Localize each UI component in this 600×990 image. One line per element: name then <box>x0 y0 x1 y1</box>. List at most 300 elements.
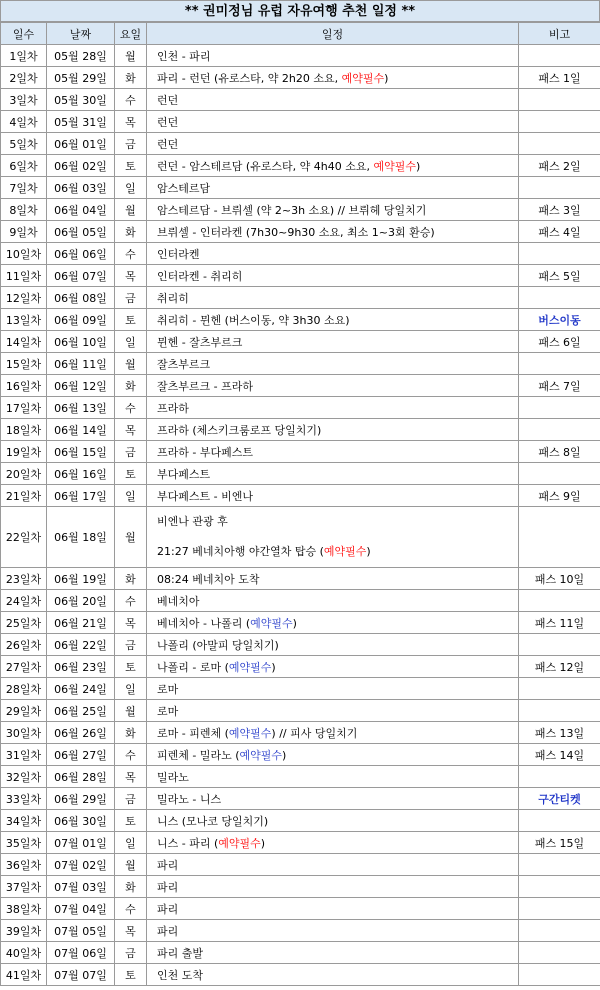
weekday-cell: 화 <box>115 568 147 590</box>
table-row <box>1 854 600 876</box>
date-cell: 06월 15일 <box>47 441 115 463</box>
day-cell: 8일차 <box>1 199 47 221</box>
note-cell <box>519 942 600 964</box>
day-cell: 19일차 <box>1 441 47 463</box>
weekday-cell: 토 <box>115 656 147 678</box>
schedule-text: 부다페스트 <box>157 467 211 481</box>
day-cell: 5일차 <box>1 133 47 155</box>
weekday-cell: 일 <box>115 177 147 199</box>
schedule-cell <box>147 898 519 920</box>
note-cell: 패스 12일 <box>519 656 600 678</box>
weekday-cell: 월 <box>115 700 147 722</box>
date-cell: 06월 03일 <box>47 177 115 199</box>
weekday-cell: 금 <box>115 942 147 964</box>
table-row <box>1 155 600 177</box>
header-weekday: 요일 <box>115 23 147 45</box>
date-cell: 07월 01일 <box>47 832 115 854</box>
weekday-cell: 수 <box>115 744 147 766</box>
schedule-cell <box>147 243 519 265</box>
note-cell <box>519 397 600 419</box>
table-row <box>1 634 600 656</box>
schedule-text: 런던 - 암스테르담 (유로스타, 약 4h40 소요, <box>157 159 374 173</box>
schedule-text: 로마 <box>157 682 179 696</box>
schedule-cell <box>147 678 519 700</box>
reservation-required-label: 예약필수 <box>218 836 261 850</box>
day-cell: 7일차 <box>1 177 47 199</box>
table-row <box>1 133 600 155</box>
table-row <box>1 964 600 986</box>
schedule-cell <box>147 331 519 353</box>
day-cell: 12일차 <box>1 287 47 309</box>
day-cell: 25일차 <box>1 612 47 634</box>
date-cell: 07월 04일 <box>47 898 115 920</box>
schedule-text: 잘츠부르크 <box>157 357 211 371</box>
schedule-cell <box>147 67 519 89</box>
date-cell: 06월 23일 <box>47 656 115 678</box>
note-cell <box>519 700 600 722</box>
schedule-text: 런던 <box>157 137 179 151</box>
day-cell: 11일차 <box>1 265 47 287</box>
schedule-cell <box>147 700 519 722</box>
weekday-cell: 일 <box>115 331 147 353</box>
schedule-text: 파리 <box>157 858 179 872</box>
day-cell: 3일차 <box>1 89 47 111</box>
schedule-text: 베네치아 - 나폴리 ( <box>157 616 251 630</box>
day-cell: 41일차 <box>1 964 47 986</box>
date-cell: 07월 07일 <box>47 964 115 986</box>
day-cell: 23일차 <box>1 568 47 590</box>
weekday-cell: 토 <box>115 463 147 485</box>
note-cell: 패스 4일 <box>519 221 600 243</box>
table-row <box>1 45 600 67</box>
date-cell: 05월 30일 <box>47 89 115 111</box>
note-cell <box>519 898 600 920</box>
schedule-text: ) <box>260 836 266 850</box>
note-cell <box>519 177 600 199</box>
weekday-cell: 목 <box>115 419 147 441</box>
schedule-cell <box>147 590 519 612</box>
schedule-text: 피렌체 - 밀라노 ( <box>157 748 240 762</box>
weekday-cell: 금 <box>115 788 147 810</box>
note-cell <box>519 419 600 441</box>
schedule-text: 나폴리 (아말피 당일치기) <box>157 638 279 652</box>
day-cell: 16일차 <box>1 375 47 397</box>
weekday-cell: 목 <box>115 265 147 287</box>
schedule-text: 취리히 - 뮌헨 (버스이동, 약 3h30 소요) <box>157 313 350 327</box>
schedule-cell <box>147 788 519 810</box>
day-cell: 18일차 <box>1 419 47 441</box>
schedule-text: 런던 <box>157 115 179 129</box>
day-cell: 21일차 <box>1 485 47 507</box>
schedule-cell <box>147 656 519 678</box>
schedule-text: 암스테르담 <box>157 181 211 195</box>
schedule-cell <box>147 876 519 898</box>
weekday-cell: 토 <box>115 810 147 832</box>
note-cell: 패스 13일 <box>519 722 600 744</box>
date-cell: 05월 31일 <box>47 111 115 133</box>
note-cell: 패스 1일 <box>519 67 600 89</box>
schedule-text: 인터라켄 - 취리히 <box>157 269 243 283</box>
itinerary-table <box>0 22 600 986</box>
schedule-text: 로마 - 피렌체 ( <box>157 726 229 740</box>
weekday-cell: 화 <box>115 722 147 744</box>
weekday-cell: 목 <box>115 612 147 634</box>
day-cell: 13일차 <box>1 309 47 331</box>
date-cell: 06월 04일 <box>47 199 115 221</box>
schedule-text: 비엔나 관광 후 <box>157 515 228 528</box>
schedule-text: ) // 피사 당일치기 <box>271 726 358 740</box>
schedule-cell <box>147 612 519 634</box>
weekday-cell: 토 <box>115 964 147 986</box>
table-row <box>1 744 600 766</box>
reservation-required-label: 예약필수 <box>228 726 272 740</box>
day-cell: 38일차 <box>1 898 47 920</box>
schedule-text: 로마 <box>157 704 179 718</box>
schedule-cell <box>147 199 519 221</box>
note-cell <box>519 810 600 832</box>
weekday-cell: 금 <box>115 287 147 309</box>
schedule-cell <box>147 832 519 854</box>
day-cell: 10일차 <box>1 243 47 265</box>
note-cell <box>519 243 600 265</box>
schedule-text: ) <box>282 748 287 762</box>
weekday-cell: 화 <box>115 67 147 89</box>
date-cell: 06월 29일 <box>47 788 115 810</box>
day-cell: 22일차 <box>1 507 47 568</box>
schedule-cell <box>147 155 519 177</box>
schedule-text: 파리 - 런던 (유로스타, 약 2h20 소요, <box>157 71 342 85</box>
day-cell: 33일차 <box>1 788 47 810</box>
schedule-cell <box>147 89 519 111</box>
weekday-cell: 목 <box>115 766 147 788</box>
table-row <box>1 920 600 942</box>
table-row <box>1 111 600 133</box>
table-row <box>1 722 600 744</box>
day-cell: 27일차 <box>1 656 47 678</box>
date-cell: 07월 06일 <box>47 942 115 964</box>
table-row <box>1 89 600 111</box>
weekday-cell: 금 <box>115 441 147 463</box>
schedule-text: 인천 도착 <box>157 968 204 982</box>
schedule-text: 부다페스트 - 비엔나 <box>157 489 253 503</box>
table-row <box>1 876 600 898</box>
header-note: 비고 <box>519 23 600 45</box>
date-cell: 07월 02일 <box>47 854 115 876</box>
schedule-text: 08:24 베네치아 도착 <box>157 572 260 586</box>
table-row <box>1 485 600 507</box>
schedule-text: ) <box>271 660 276 674</box>
schedule-cell <box>147 744 519 766</box>
schedule-text: 니스 - 파리 ( <box>157 836 219 850</box>
note-cell: 패스 14일 <box>519 744 600 766</box>
note-cell <box>519 634 600 656</box>
schedule-text: 파리 <box>157 902 179 916</box>
schedule-text: 프라하 - 부다페스트 <box>157 445 253 459</box>
note-cell: 패스 10일 <box>519 568 600 590</box>
date-cell: 07월 05일 <box>47 920 115 942</box>
table-body <box>1 45 600 986</box>
day-cell: 4일차 <box>1 111 47 133</box>
schedule-cell <box>147 964 519 986</box>
schedule-text: ) <box>415 159 421 173</box>
weekday-cell: 월 <box>115 854 147 876</box>
schedule-text: 프라하 <box>157 401 189 415</box>
weekday-cell: 수 <box>115 397 147 419</box>
date-cell: 06월 16일 <box>47 463 115 485</box>
note-cell <box>519 876 600 898</box>
day-cell: 35일차 <box>1 832 47 854</box>
schedule-cell <box>147 111 519 133</box>
schedule-text: 암스테르담 - 브뤼셀 (약 2~3h 소요) // 브뤼헤 당일치기 <box>157 203 427 217</box>
schedule-text: 브뤼셀 - 인터라켄 (7h30~9h30 소요, 최소 1~3회 환승) <box>157 225 435 239</box>
day-cell: 28일차 <box>1 678 47 700</box>
header-schedule: 일정 <box>147 23 519 45</box>
day-cell: 17일차 <box>1 397 47 419</box>
schedule-cell <box>147 177 519 199</box>
date-cell: 07월 03일 <box>47 876 115 898</box>
weekday-cell: 월 <box>115 199 147 221</box>
reservation-required-label: 예약필수 <box>341 71 385 85</box>
schedule-cell <box>147 397 519 419</box>
weekday-cell: 수 <box>115 590 147 612</box>
sheet-title: ** 권미정님 유럽 자유여행 추천 일정 ** <box>0 0 600 22</box>
weekday-cell: 금 <box>115 634 147 656</box>
schedule-text: 인천 - 파리 <box>157 49 211 63</box>
note-cell <box>519 353 600 375</box>
note-cell: 패스 5일 <box>519 265 600 287</box>
date-cell: 06월 01일 <box>47 133 115 155</box>
table-row <box>1 810 600 832</box>
table-row <box>1 397 600 419</box>
schedule-text: 밀라노 <box>157 770 189 784</box>
schedule-cell <box>147 353 519 375</box>
schedule-cell <box>147 568 519 590</box>
day-cell: 32일차 <box>1 766 47 788</box>
table-row <box>1 832 600 854</box>
note-cell: 패스 3일 <box>519 199 600 221</box>
day-cell: 9일차 <box>1 221 47 243</box>
header-day: 일수 <box>1 23 47 45</box>
table-row <box>1 788 600 810</box>
date-cell: 06월 30일 <box>47 810 115 832</box>
schedule-cell <box>147 920 519 942</box>
day-cell: 15일차 <box>1 353 47 375</box>
note-cell <box>519 89 600 111</box>
day-cell: 20일차 <box>1 463 47 485</box>
schedule-text: ) <box>366 545 371 558</box>
date-cell: 06월 26일 <box>47 722 115 744</box>
date-cell: 05월 28일 <box>47 45 115 67</box>
table-row <box>1 375 600 397</box>
schedule-text: 뮌헨 - 잘츠부르크 <box>157 335 243 349</box>
day-cell: 1일차 <box>1 45 47 67</box>
schedule-text: 잘츠부르크 - 프라하 <box>157 379 253 393</box>
day-cell: 6일차 <box>1 155 47 177</box>
schedule-cell <box>147 419 519 441</box>
note-cell: 패스 7일 <box>519 375 600 397</box>
weekday-cell: 화 <box>115 221 147 243</box>
day-cell: 34일차 <box>1 810 47 832</box>
day-cell: 37일차 <box>1 876 47 898</box>
date-cell: 06월 09일 <box>47 309 115 331</box>
weekday-cell: 월 <box>115 507 147 568</box>
schedule-text: 니스 (모나코 당일치기) <box>157 814 269 828</box>
note-cell <box>519 920 600 942</box>
table-row <box>1 419 600 441</box>
date-cell: 06월 05일 <box>47 221 115 243</box>
note-cell <box>519 678 600 700</box>
schedule-cell <box>147 265 519 287</box>
note-cell: 패스 9일 <box>519 485 600 507</box>
date-cell: 06월 08일 <box>47 287 115 309</box>
schedule-cell <box>147 309 519 331</box>
schedule-text: 파리 <box>157 924 179 938</box>
schedule-cell <box>147 45 519 67</box>
note-cell <box>519 507 600 568</box>
reservation-required-label: 예약필수 <box>239 748 283 762</box>
date-cell: 06월 11일 <box>47 353 115 375</box>
weekday-cell: 수 <box>115 243 147 265</box>
table-row <box>1 199 600 221</box>
schedule-cell <box>147 507 519 568</box>
date-cell: 06월 18일 <box>47 507 115 568</box>
note-cell <box>519 964 600 986</box>
date-cell: 05월 29일 <box>47 67 115 89</box>
schedule-text: 나폴리 - 로마 ( <box>157 660 229 674</box>
weekday-cell: 일 <box>115 832 147 854</box>
day-cell: 39일차 <box>1 920 47 942</box>
weekday-cell: 목 <box>115 111 147 133</box>
date-cell: 06월 21일 <box>47 612 115 634</box>
day-cell: 36일차 <box>1 854 47 876</box>
schedule-text: 취리히 <box>157 291 189 305</box>
weekday-cell: 화 <box>115 375 147 397</box>
note-cell: 패스 2일 <box>519 155 600 177</box>
schedule-cell <box>147 221 519 243</box>
schedule-text: 밀라노 - 니스 <box>157 792 222 806</box>
schedule-cell <box>147 441 519 463</box>
table-row <box>1 463 600 485</box>
note-cell <box>519 111 600 133</box>
day-cell: 40일차 <box>1 942 47 964</box>
table-row <box>1 612 600 634</box>
table-row <box>1 309 600 331</box>
table-row <box>1 177 600 199</box>
weekday-cell: 월 <box>115 45 147 67</box>
table-row <box>1 568 600 590</box>
table-row <box>1 678 600 700</box>
note-cell: 패스 6일 <box>519 331 600 353</box>
schedule-cell <box>147 810 519 832</box>
table-row <box>1 656 600 678</box>
note-cell: 구간티켓 <box>519 788 600 810</box>
weekday-cell: 화 <box>115 876 147 898</box>
date-cell: 06월 12일 <box>47 375 115 397</box>
day-cell: 31일차 <box>1 744 47 766</box>
schedule-text: 파리 <box>157 880 179 894</box>
header-date: 날짜 <box>47 23 115 45</box>
note-cell: 패스 15일 <box>519 832 600 854</box>
weekday-cell: 수 <box>115 898 147 920</box>
day-cell: 29일차 <box>1 700 47 722</box>
table-row <box>1 331 600 353</box>
note-cell <box>519 590 600 612</box>
date-cell: 06월 24일 <box>47 678 115 700</box>
date-cell: 06월 28일 <box>47 766 115 788</box>
schedule-text: 프라하 (체스키크룸로프 당일치기) <box>157 423 322 437</box>
date-cell: 06월 17일 <box>47 485 115 507</box>
header-row <box>1 23 600 45</box>
table-row <box>1 265 600 287</box>
schedule-text: ) <box>384 71 389 85</box>
reservation-required-label: 예약필수 <box>323 545 367 558</box>
day-cell: 24일차 <box>1 590 47 612</box>
schedule-text: 인터라켄 <box>157 247 200 261</box>
day-cell: 26일차 <box>1 634 47 656</box>
note-cell <box>519 766 600 788</box>
schedule-cell <box>147 634 519 656</box>
table-row <box>1 507 600 568</box>
weekday-cell: 일 <box>115 485 147 507</box>
schedule-cell <box>147 287 519 309</box>
note-cell <box>519 133 600 155</box>
weekday-cell: 일 <box>115 678 147 700</box>
table-row <box>1 942 600 964</box>
note-cell <box>519 45 600 67</box>
table-row <box>1 243 600 265</box>
table-row <box>1 67 600 89</box>
note-cell: 패스 8일 <box>519 441 600 463</box>
schedule-text: ) <box>292 616 297 630</box>
day-cell: 30일차 <box>1 722 47 744</box>
date-cell: 06월 22일 <box>47 634 115 656</box>
schedule-cell <box>147 463 519 485</box>
schedule-text: 런던 <box>157 93 179 107</box>
date-cell: 06월 14일 <box>47 419 115 441</box>
schedule-text: 베네치아 <box>157 594 200 608</box>
table-row <box>1 353 600 375</box>
table-row <box>1 441 600 463</box>
note-cell <box>519 463 600 485</box>
reservation-required-label: 예약필수 <box>250 616 293 630</box>
weekday-cell: 월 <box>115 353 147 375</box>
date-cell: 06월 07일 <box>47 265 115 287</box>
schedule-cell <box>147 133 519 155</box>
reservation-required-label: 예약필수 <box>373 159 416 173</box>
schedule-cell <box>147 485 519 507</box>
table-row <box>1 590 600 612</box>
schedule-cell <box>147 854 519 876</box>
schedule-cell <box>147 942 519 964</box>
table-row <box>1 221 600 243</box>
table-row <box>1 898 600 920</box>
weekday-cell: 목 <box>115 920 147 942</box>
day-cell: 14일차 <box>1 331 47 353</box>
date-cell: 06월 06일 <box>47 243 115 265</box>
note-cell <box>519 854 600 876</box>
date-cell: 06월 19일 <box>47 568 115 590</box>
note-cell: 패스 11일 <box>519 612 600 634</box>
date-cell: 06월 25일 <box>47 700 115 722</box>
table-row <box>1 700 600 722</box>
schedule-cell <box>147 375 519 397</box>
reservation-required-label: 예약필수 <box>228 660 272 674</box>
date-cell: 06월 10일 <box>47 331 115 353</box>
schedule-text: 21:27 베네치아행 야간열차 탑승 ( <box>157 545 324 558</box>
schedule-cell <box>147 722 519 744</box>
date-cell: 06월 27일 <box>47 744 115 766</box>
schedule-cell <box>147 766 519 788</box>
